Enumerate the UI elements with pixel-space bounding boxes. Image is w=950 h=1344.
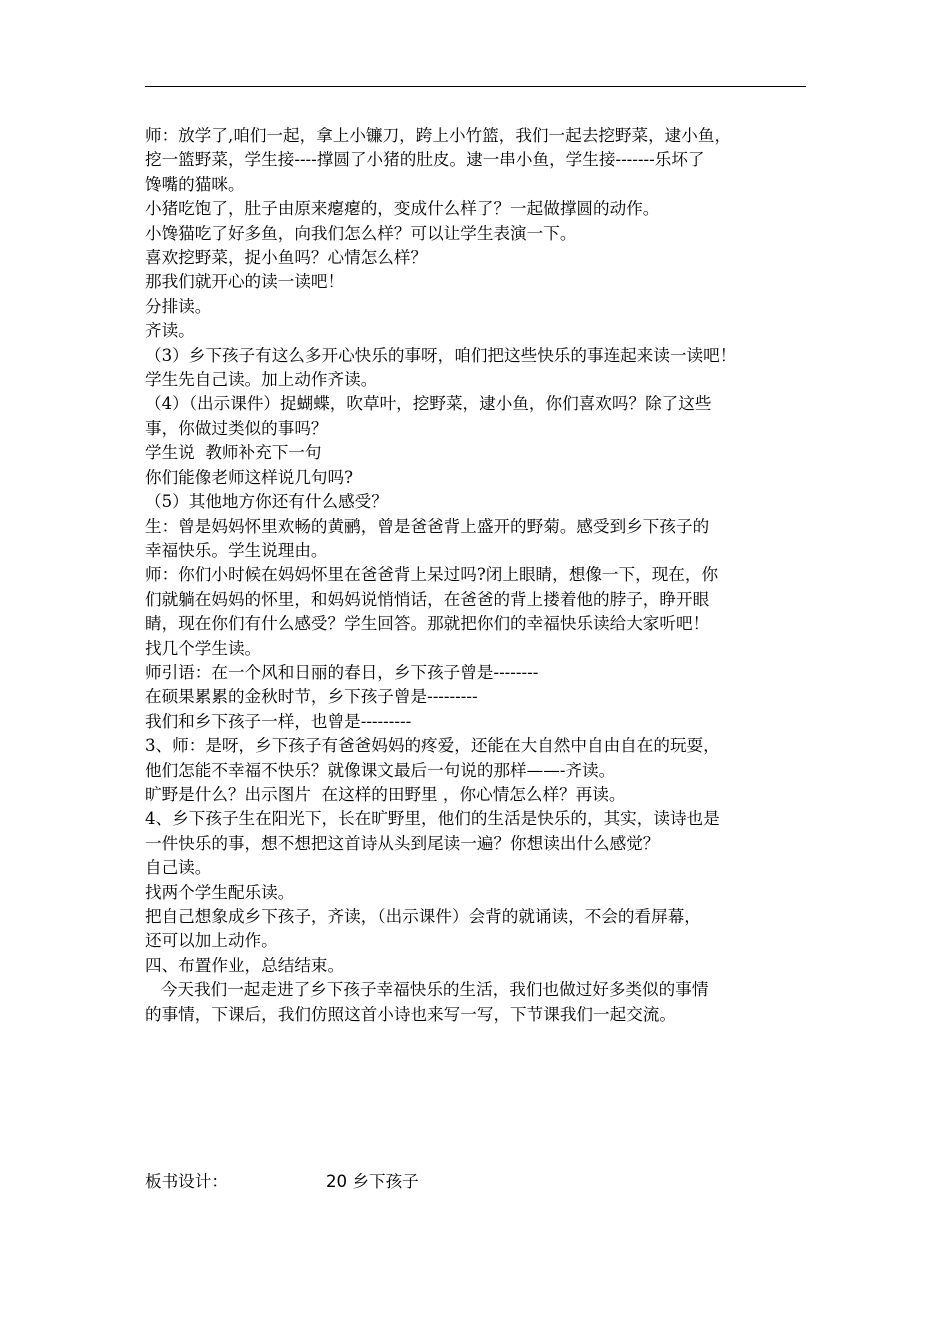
board-design-title: 20 乡下孩子: [326, 1172, 419, 1191]
text-line: 找两个学生配乐读。: [145, 882, 295, 902]
text-line: 生：曾是妈妈怀里欢畅的黄鹂，曾是爸爸背上盛开的野菊。感受到乡下孩子的: [145, 516, 710, 536]
text-line: 事，你做过类似的事吗？: [145, 418, 328, 438]
text-line: 的事情，下课后，我们仿照这首小诗也来写一写，下节课我们一起交流。: [145, 1004, 676, 1024]
text-line: 睛，现在你们有什么感受？学生回答。那就把你们的幸福快乐读给大家听吧！: [145, 614, 710, 634]
text-line: 你们能像老师这样说几句吗?: [145, 467, 354, 487]
text-line: 他们怎能不幸福不快乐？就像课文最后一句说的那样——-齐读。: [145, 760, 616, 780]
text-line: 师引语：在一个风和日丽的春日，乡下孩子曾是--------: [145, 662, 539, 682]
text-line: 3、师：是呀，乡下孩子有爸爸妈妈的疼爱，还能在大自然中自由自在的玩耍，: [145, 736, 720, 756]
text-line: 喜欢挖野菜，捉小鱼吗？心情怎么样？: [145, 248, 428, 268]
text-line: 在硕果累累的金秋时节，乡下孩子曾是---------: [145, 687, 478, 707]
text-line: 四、布置作业，总结结束。: [145, 955, 345, 975]
text-line: 们就躺在妈妈的怀里，和妈妈说悄悄话，在爸爸的背上搂着他的脖子，睁开眼: [145, 589, 710, 609]
text-line: 我们和乡下孩子一样，也曾是---------: [145, 711, 412, 731]
text-line: （5）其他地方你还有什么感受？: [145, 492, 388, 512]
text-line: （4）（出示课件）捉蝴蝶，吹草叶，挖野菜，逮小鱼，你们喜欢吗？除了这些: [145, 394, 712, 414]
text-line: 今天我们一起走进了乡下孩子幸福快乐的生活，我们也做过好多类似的事情: [145, 980, 709, 1000]
text-line: 把自己想象成乡下孩子，齐读，（出示课件）会背的就诵读，不会的看屏幕，: [145, 907, 701, 926]
text-line: 4、乡下孩子生在阳光下，长在旷野里，他们的生活是快乐的，其实，读诗也是: [145, 809, 720, 829]
text-line: 师：放学了,咱们一起，拿上小镰刀，跨上小竹篮，我们一起去挖野菜，逮小鱼，: [145, 126, 732, 145]
text-line: 分排读。: [145, 296, 212, 316]
text-line: 那我们就开心的读一读吧！: [145, 272, 345, 292]
text-line: 学生先自己读。加上动作齐读。: [145, 370, 378, 390]
text-line: 师：你们小时候在妈妈怀里在爸爸背上呆过吗?闭上眼睛，想像一下，现在，你: [145, 565, 719, 585]
text-line: 小馋猫吃了好多鱼，向我们怎么样？可以让学生表演一下。: [145, 223, 577, 243]
text-line: 还可以加上动作。: [145, 931, 278, 951]
text-line: 一件快乐的事，想不想把这首诗从头到尾读一遍？你想读出什么感觉？: [145, 833, 660, 853]
text-line: 自己读。: [145, 858, 212, 878]
text-line: 小猪吃饱了，肚子由原来瘪瘪的，变成什么样了？一起做撑圆的动作。: [145, 199, 660, 219]
text-line: （3）乡下孩子有这么多开心快乐的事呀，咱们把这些快乐的事连起来读一读吧！: [145, 345, 737, 365]
text-line: 找几个学生读。: [145, 638, 262, 658]
text-line: 幸福快乐。学生说理由。: [145, 540, 328, 560]
text-line: 学生说 教师补充下一句: [145, 443, 322, 463]
text-line: 旷野是什么？出示图片 在这样的田野里 ，你心情怎么样？再读。: [145, 784, 626, 804]
text-line: 馋嘴的猫咪。: [145, 174, 245, 194]
lesson-body: [145, 124, 820, 1027]
board-design-label: 板书设计：: [145, 1172, 228, 1191]
header-rule: [145, 86, 806, 87]
text-line: 挖一篮野菜，学生接----撑圆了小猪的肚皮。逮一串小鱼，学生接-------乐坏了: [145, 150, 705, 170]
text-line: 齐读。: [145, 321, 195, 341]
